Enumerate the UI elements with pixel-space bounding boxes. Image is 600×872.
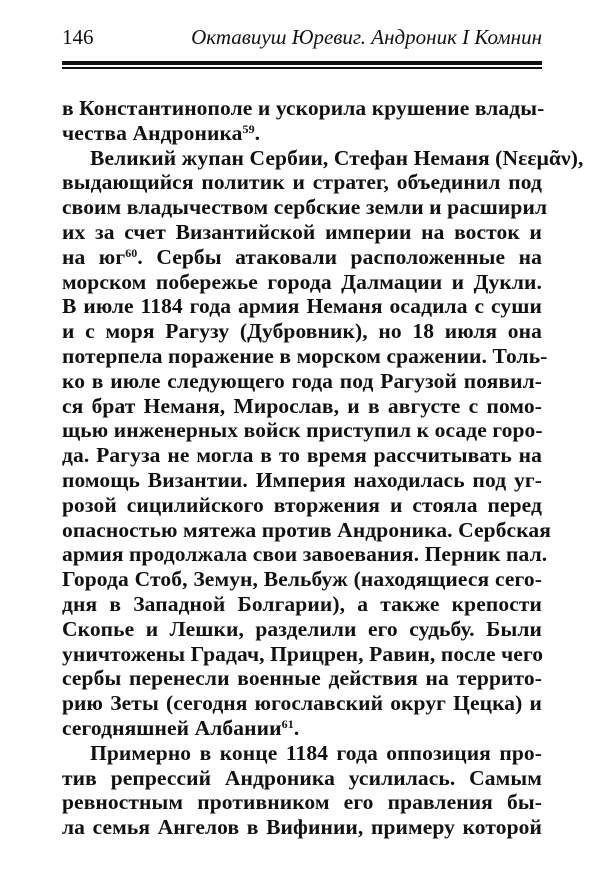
text-line: [62, 245, 542, 270]
line-text: да. Рагуза не могла в то время рассчитывать на: [62, 443, 542, 468]
text-line: [62, 815, 542, 840]
line-text: опасностью мятежа против Андроника. Сербская: [62, 517, 551, 542]
line-text: ко в июле следующего года под Рагузой появил-: [62, 368, 542, 393]
text-line: [62, 666, 542, 691]
text-line: [62, 642, 542, 667]
text-line: [62, 493, 542, 518]
line-text: тив репрессий Андроника усилилась. Самым: [62, 765, 542, 790]
text-line: [62, 195, 548, 220]
line-text: их за счет Византийской империи на восток и: [62, 219, 542, 244]
line-text: ревностным противником его правления бы-: [62, 790, 542, 815]
footnote-ref: 60: [125, 245, 138, 260]
line-text: Скопье и Лешки, разделили его судьбу. Были: [62, 616, 542, 641]
text-line: [62, 468, 542, 493]
text-line: [62, 220, 542, 245]
line-text: уничтожены Градач, Прицрен, Равин, после чего: [62, 641, 544, 666]
text-line: [62, 145, 584, 171]
body-text: [62, 96, 584, 840]
text-line: [62, 517, 551, 543]
footnote-ref: 61: [281, 716, 294, 731]
line-text: выдающийся политик и стратег, объединил под: [62, 170, 542, 195]
text-line: [62, 741, 542, 766]
text-line: [62, 716, 542, 741]
text-line: [62, 343, 548, 369]
line-text: Примерно в конце 1184 года оппозиция про-: [90, 740, 542, 765]
text-line: [62, 96, 545, 121]
text-line: [62, 170, 542, 195]
text-line: [62, 592, 542, 617]
line-text: ла семья Ангелов в Вифинии, примеру которой: [62, 815, 542, 840]
running-title: Октавиуш Юревиг. Андроник I Комнин: [191, 25, 542, 49]
line-text-continuation: . Сербы атаковали расположенные на: [137, 244, 542, 269]
line-text-continuation: .: [293, 715, 300, 740]
line-text: розой сицилийского вторжения и стояла перед: [62, 492, 542, 517]
text-line: [62, 617, 542, 642]
line-text-continuation: .: [254, 120, 261, 145]
line-text: армия продолжала свои завоевания. Перник пал.: [62, 542, 548, 567]
line-text: рию Зеты (сегодня югославский округ Цецка) и: [62, 691, 542, 716]
header-rule-thick: [62, 61, 542, 65]
line-text: дня в Западной Болгарии), а также крепости: [62, 591, 542, 616]
line-text: и с моря Рагузу (Дубровник), но 18 июля она: [62, 319, 542, 344]
text-line: [62, 542, 548, 567]
page-header: [62, 24, 542, 50]
text-line: [62, 121, 542, 146]
line-text: чества Андроника: [62, 120, 243, 145]
line-text: ся брат Неманя, Мирослав, и в августе с помо-: [62, 393, 542, 418]
text-line: [62, 319, 542, 344]
text-line: [62, 766, 542, 791]
line-text: сегодняшней Албании: [62, 715, 282, 740]
text-line: [62, 567, 542, 592]
text-line: [62, 790, 542, 815]
text-line: [62, 294, 542, 319]
text-line: [62, 443, 542, 468]
text-line: [62, 394, 542, 419]
line-text: морском побережье города Далмации и Дукли.: [62, 269, 542, 294]
line-text: в Константинополе и ускорила крушение влады-: [62, 96, 545, 120]
header-rule-thin: [62, 67, 542, 69]
line-text: помощь Византии. Империя находилась под уг-: [62, 467, 542, 492]
line-text: Великий жупан Сербии, Стефан Неманя (Νεεμᾶν),: [90, 145, 584, 170]
line-text: щью инженерных войск приступил к осаде горо-: [62, 418, 543, 443]
text-line: [62, 369, 542, 394]
line-text: на юг: [62, 244, 126, 269]
text-line: [62, 418, 542, 443]
page-number: 146: [62, 25, 94, 49]
text-line: [62, 691, 542, 716]
footnote-ref: 59: [242, 121, 255, 136]
text-line: [62, 270, 542, 295]
line-text: В июле 1184 года армия Неманя осадила с суши: [62, 294, 542, 319]
line-text: потерпела поражение в морском сражении. Толь-: [62, 343, 548, 368]
line-text: Города Стоб, Земун, Вельбуж (находящиеся сего-: [62, 567, 542, 592]
line-text: своим владычеством сербские земли и расширил: [62, 195, 548, 220]
line-text: сербы перенесли военные действия на террито-: [62, 666, 542, 691]
